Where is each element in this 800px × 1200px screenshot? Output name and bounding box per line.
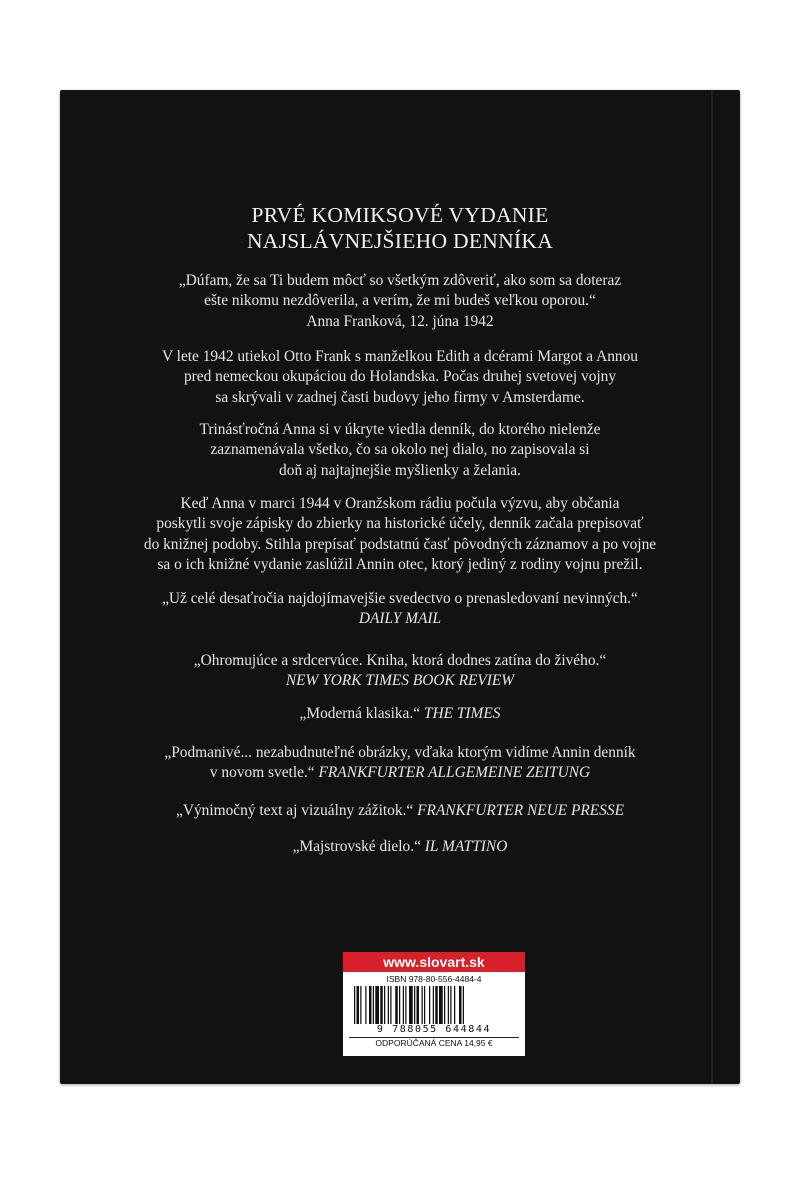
barcode-bar	[429, 986, 430, 1024]
barcode-bar	[414, 986, 415, 1024]
barcode-bar	[388, 986, 389, 1024]
headline	[60, 202, 740, 254]
book-back-cover	[60, 90, 740, 1084]
barcode-bar	[405, 986, 406, 1024]
paragraph-line: Keď Anna v marci 1944 v Oranžskom rádiu počula výzvu, aby občania	[180, 495, 620, 512]
review-nyt	[90, 651, 710, 692]
quote-line-1: „Dúfam, že sa Ti budem môcť so všetkým zdôveriť, ako som sa doteraz	[178, 272, 622, 289]
barcode-bar	[399, 986, 400, 1024]
review-faz	[90, 743, 710, 784]
barcode-digits: 9 788055 644844	[376, 1024, 492, 1035]
barcode-bar	[424, 986, 425, 1024]
paragraph-line: pred nemeckou okupáciou do Holandska. Počas druhej svetovej vojny	[183, 368, 617, 386]
barcode-bar	[357, 986, 360, 1024]
paragraph-line: sa skrývali v zadnej časti budovy jeho firmy v Amsterdame.	[215, 388, 585, 406]
barcode-bar	[417, 986, 420, 1024]
price-sticker	[343, 952, 525, 1056]
opening-quote	[90, 271, 710, 332]
review-the-times	[90, 704, 710, 724]
barcode-bar	[444, 986, 445, 1024]
paragraph-1	[90, 347, 710, 408]
barcode-bar	[450, 986, 451, 1024]
barcode-bar	[365, 986, 366, 1024]
barcode-bar	[463, 986, 464, 1024]
recommended-price: ODPORÚČANÁ CENA 14,95 €	[349, 1037, 519, 1049]
review-text: „Majstrovské dielo.“	[292, 838, 421, 855]
review-text: „Výnimočný text aj vizuálny zážitok.“	[176, 802, 414, 819]
review-text: „Podmanivé... nezabudnuteľné obrázky, vďaka ktorým vidíme Annin denník	[164, 744, 636, 761]
review-text-cont: v novom svetle.“	[209, 764, 315, 782]
paragraph-line: sa o ich knižné vydanie zaslúžil Annin otec, ktorý jediný z rodiny vojnu prežil.	[157, 556, 643, 574]
barcode-bar	[439, 986, 443, 1024]
paragraph-line: poskytli svoje zápisky do zbierky na historické účely, denník začala prepisovať	[156, 515, 644, 533]
barcode-bar	[448, 986, 449, 1024]
paragraph-3	[90, 494, 710, 576]
review-il-mattino	[90, 837, 710, 857]
barcode-bar	[409, 986, 413, 1024]
barcode-bar	[422, 986, 423, 1024]
barcode-bar	[390, 986, 391, 1024]
barcode-bar	[354, 986, 355, 1024]
quote-attribution: Anna Franková, 12. júna 1942	[306, 312, 494, 330]
review-source: FRANKFURTER NEUE PRESSE	[417, 802, 624, 819]
paragraph-line: V lete 1942 utiekol Otto Frank s manželkou Edith a dcérami Margot a Annou	[161, 348, 639, 365]
barcode-bar	[433, 986, 434, 1024]
quote-line-2: ešte nikomu nezdôverila, a verím, že mi budeš veľkou oporou.“	[204, 292, 596, 310]
barcode-bar	[384, 986, 385, 1024]
review-source: DAILY MAIL	[358, 610, 442, 628]
barcode-bar	[459, 986, 462, 1024]
barcode-bar	[435, 986, 438, 1024]
barcode-bar	[375, 986, 379, 1024]
paragraph-line: doň aj najtajnejšie myšlienky a želania.	[279, 461, 521, 479]
barcode-bar	[369, 986, 372, 1024]
barcode-bar	[360, 986, 361, 1024]
barcode	[352, 986, 516, 1024]
barcode-bar	[395, 986, 398, 1024]
headline-line-2: NAJSLÁVNEJŠIEHO DENNÍKA	[246, 229, 554, 253]
review-source: THE TIMES	[423, 705, 501, 722]
barcode-bar	[380, 986, 383, 1024]
review-text: „Už celé desaťročia najdojímavejšie svedectvo o prenasledovaní nevinných.“	[162, 590, 638, 607]
review-source: FRANKFURTER ALLGEMEINE ZEITUNG	[318, 764, 591, 782]
headline-line-1: PRVÉ KOMIKSOVÉ VYDANIE	[251, 203, 549, 227]
review-text: „Ohromujúce a srdcervúce. Kniha, ktorá dodnes zatína do živého.“	[193, 652, 607, 669]
barcode-bar	[403, 986, 404, 1024]
review-fnp	[90, 801, 710, 821]
review-source: IL MATTINO	[424, 838, 508, 855]
paragraph-line: Trinásťročná Anna si v úkryte viedla denník, do ktorého nielenže	[199, 421, 601, 438]
review-source: NEW YORK TIMES BOOK REVIEW	[285, 672, 515, 690]
paragraph-line: zaznamenávala všetko, čo sa okolo nej dialo, no zapisovala si	[210, 441, 590, 459]
publisher-url: www.slovart.sk	[343, 952, 525, 972]
review-daily-mail	[90, 589, 710, 630]
barcode-bar	[373, 986, 374, 1024]
paragraph-2	[90, 420, 710, 481]
review-text: „Moderná klasika.“	[299, 705, 421, 722]
isbn-label: ISBN 978-80-556-4484-4	[386, 974, 482, 984]
paragraph-line: do knižnej podoby. Stihla prepísať podstatnú časť pôvodných záznamov a po vojne	[143, 535, 657, 553]
barcode-bar	[454, 986, 455, 1024]
